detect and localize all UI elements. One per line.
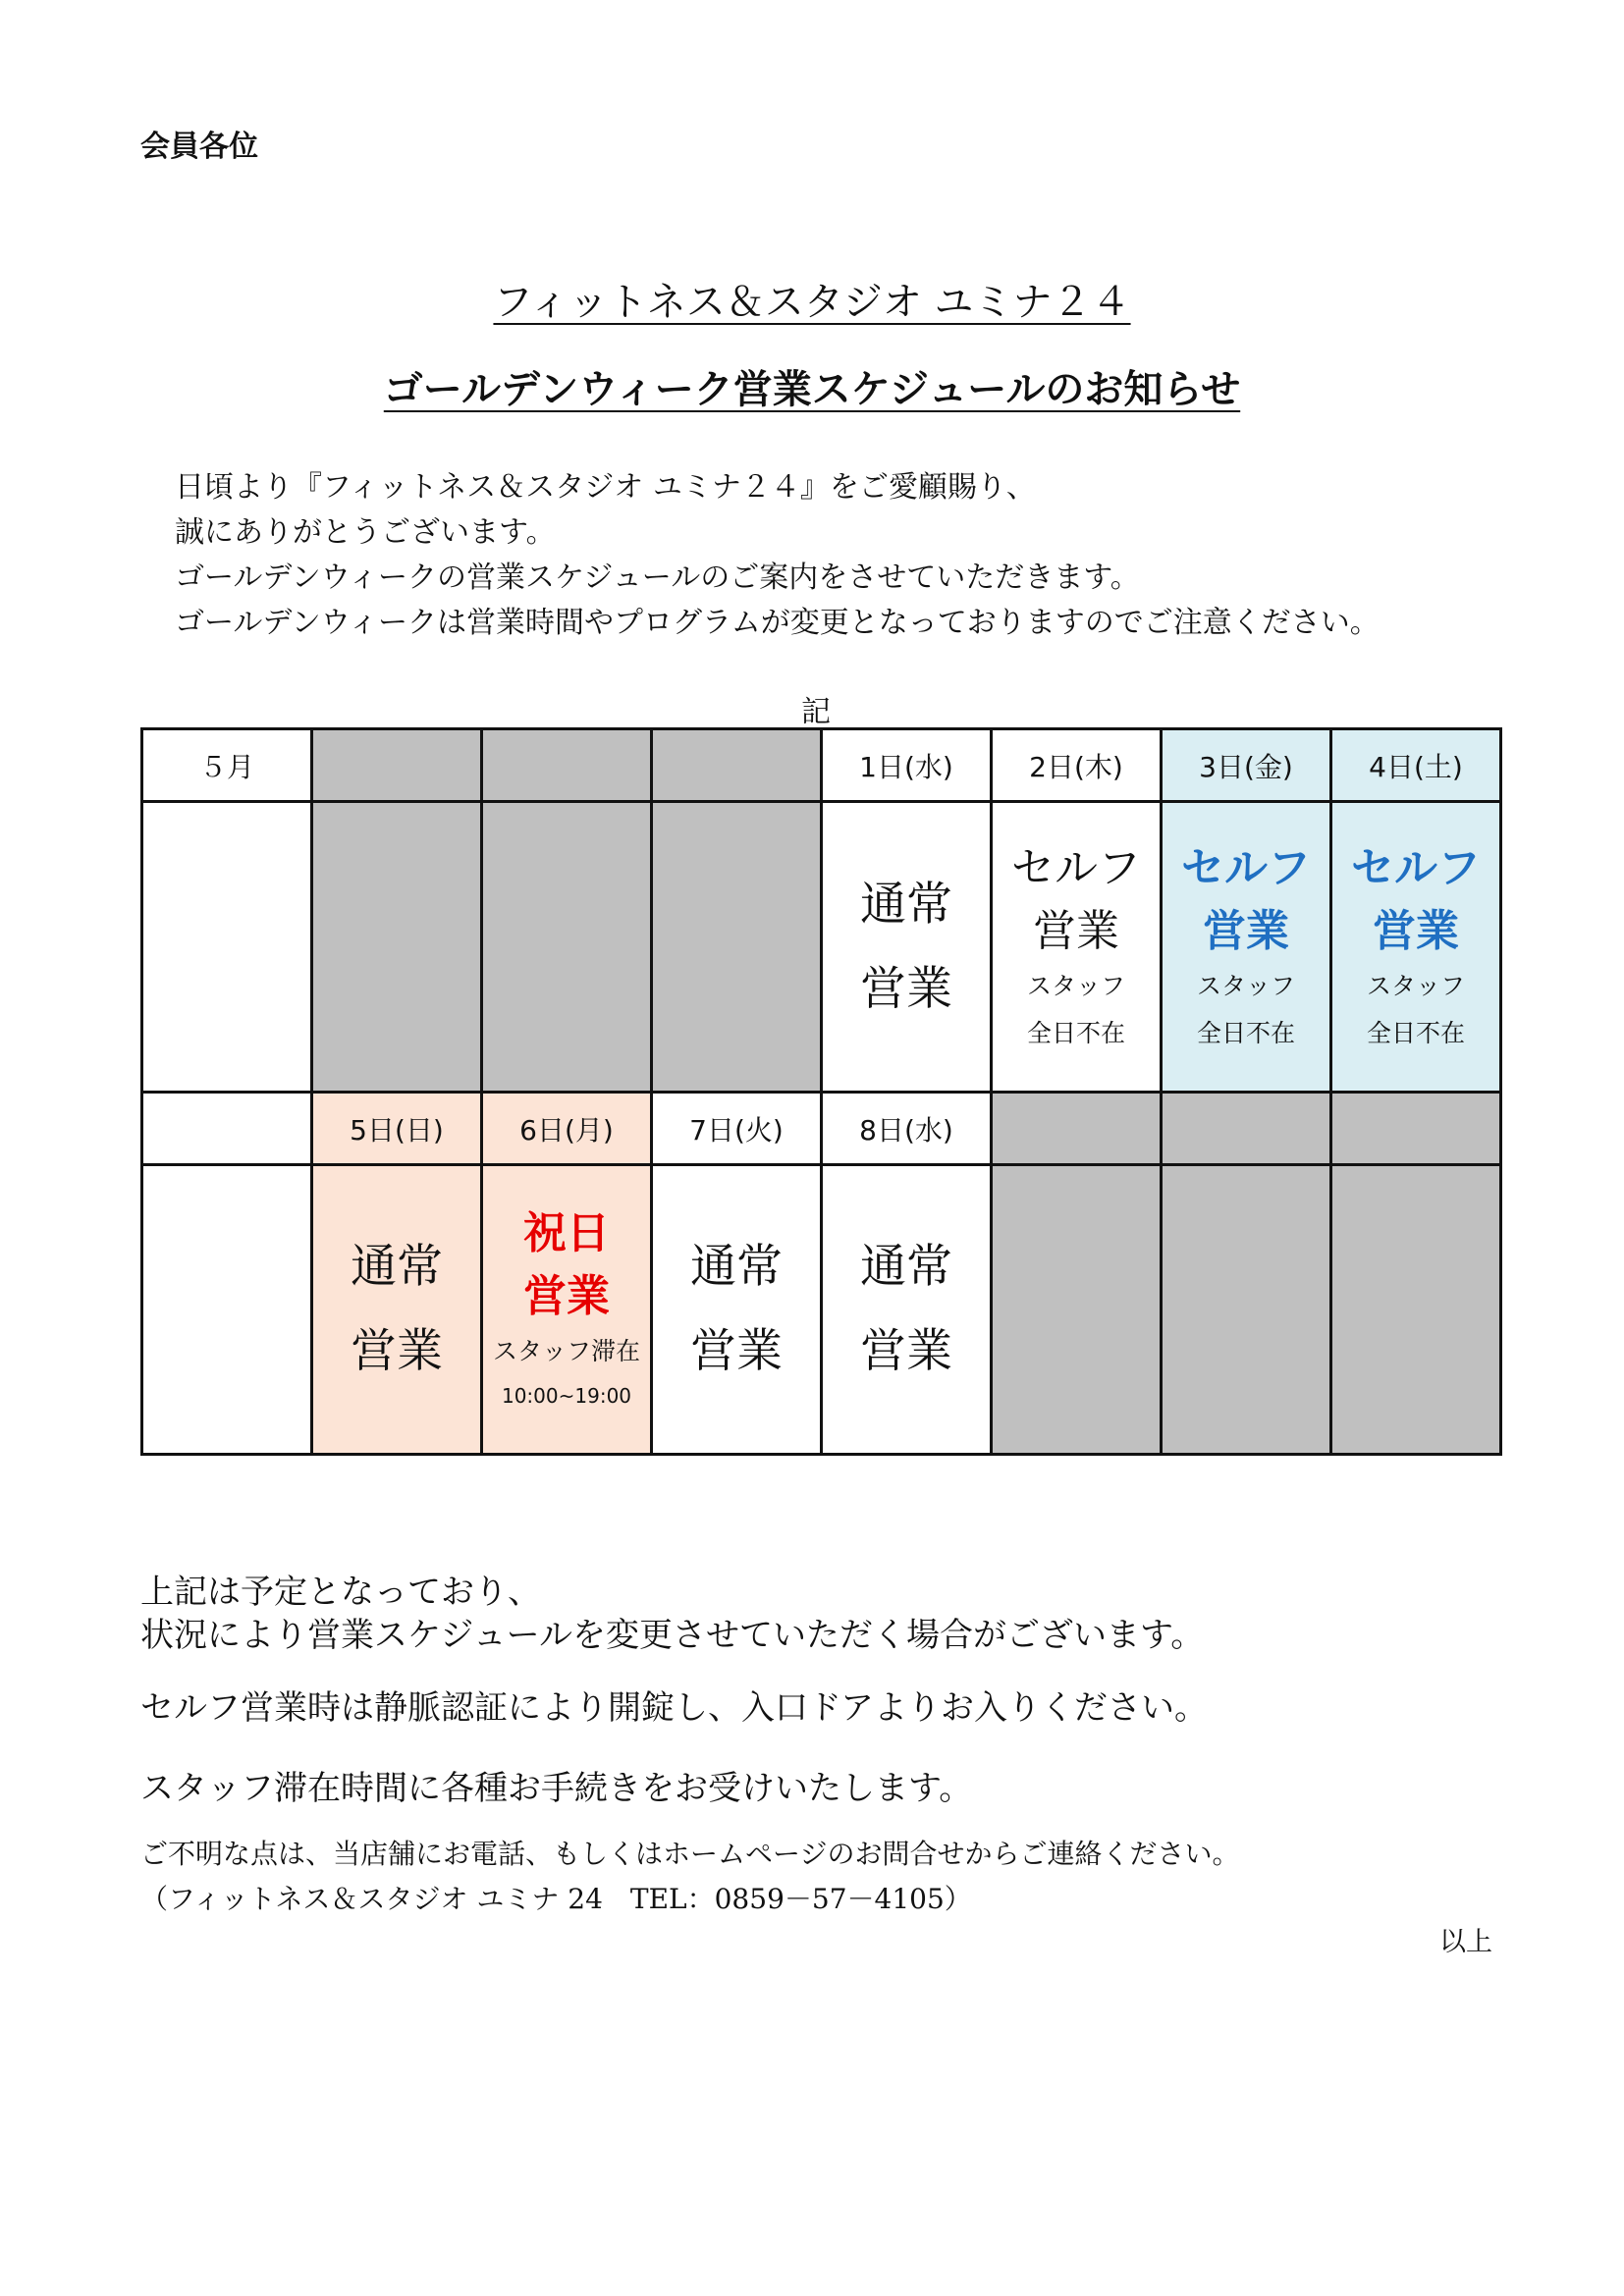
week2-header-row — [142, 1093, 1501, 1165]
date-cell-5: 5日(日) — [312, 1093, 482, 1165]
notice-title-text: ゴールデンウィーク営業スケジュールのお知らせ — [383, 366, 1241, 412]
staff-note: スタッフ — [1196, 971, 1295, 1000]
contact-line: ご不明な点は、当店舗にお電話、もしくはホームページのお問合せからご連絡ください。 — [140, 1838, 1240, 1870]
staff-note: スタッフ — [1366, 971, 1465, 1000]
blank-cell — [312, 729, 482, 802]
blank-cell — [1331, 1093, 1501, 1165]
ki-mark: 記 — [801, 695, 831, 729]
status-line: 通常 — [351, 1240, 443, 1294]
store-title — [0, 271, 1624, 327]
intro-line: ゴールデンウィークは営業時間やプログラムが変更となっておりますのでご注意ください。 — [175, 606, 1380, 640]
day-2-status — [992, 802, 1162, 1093]
note-staff-procedures: スタッフ滞在時間に各種お手続きをお受けいたします。 — [140, 1769, 973, 1808]
blank-cell — [992, 1093, 1162, 1165]
status-line: セルフ — [1181, 842, 1311, 893]
empty-cell — [142, 802, 312, 1093]
status-line: 営業 — [523, 1271, 610, 1321]
date-cell-8: 8日(水) — [822, 1093, 992, 1165]
empty-cell — [142, 1165, 312, 1455]
status-line: 通常 — [860, 1240, 952, 1294]
contact-phone-line: （フィットネス＆スタジオ ユミナ 24 TEL：0859－57－4105） — [140, 1883, 972, 1915]
staff-note: 全日不在 — [1026, 1018, 1125, 1047]
week1-header-row — [142, 729, 1501, 802]
blank-cell — [482, 802, 652, 1093]
intro-line: 日頃より『フィットネス＆スタジオ ユミナ２４』をご愛顧賜り、 — [175, 470, 1036, 505]
staff-note: スタッフ滞在 — [492, 1337, 640, 1365]
day-1-status — [822, 802, 992, 1093]
blank-cell — [652, 729, 822, 802]
closing-mark: 以上 — [1439, 1927, 1492, 1957]
intro-line: ゴールデンウィークの営業スケジュールのご案内をさせていただきます。 — [175, 561, 1140, 595]
status-line: 営業 — [1203, 905, 1289, 956]
note-line: 上記は予定となっており、 — [140, 1573, 541, 1612]
status-line: 通常 — [690, 1240, 783, 1294]
date-cell-1: 1日(水) — [822, 729, 992, 802]
day-4-status — [1331, 802, 1501, 1093]
blank-cell — [1162, 1165, 1331, 1455]
date-cell-7: 7日(火) — [652, 1093, 822, 1165]
month-cell: ５月 — [142, 729, 312, 802]
store-title-text: フィットネス＆スタジオ ユミナ２４ — [493, 280, 1131, 325]
blank-cell — [1331, 1165, 1501, 1455]
day-7-status — [652, 1165, 822, 1455]
day-3-status — [1162, 802, 1331, 1093]
status-line: 営業 — [860, 961, 952, 1016]
staff-hours: 10:00~19:00 — [501, 1384, 632, 1408]
intro-paragraph — [175, 465, 1380, 646]
status-line: 営業 — [1033, 905, 1119, 956]
date-cell-6: 6日(月) — [482, 1093, 652, 1165]
status-line: 通常 — [860, 877, 952, 932]
blank-cell — [482, 729, 652, 802]
status-line: セルフ — [1011, 842, 1141, 893]
staff-note: 全日不在 — [1196, 1018, 1295, 1047]
staff-note: スタッフ — [1026, 971, 1125, 1000]
day-6-status — [482, 1165, 652, 1455]
intro-line: 誠にありがとうございます。 — [175, 515, 556, 550]
recipients-label: 会員各位 — [140, 130, 258, 164]
status-line: 営業 — [351, 1324, 443, 1378]
date-cell-2: 2日(木) — [992, 729, 1162, 802]
schedule-table — [140, 727, 1502, 1456]
status-line: セルフ — [1351, 842, 1481, 893]
status-line: 営業 — [690, 1324, 783, 1378]
staff-note: 全日不在 — [1366, 1018, 1465, 1047]
week2-body-row — [142, 1165, 1501, 1455]
contact-info — [140, 1832, 1239, 1922]
notice-title — [0, 358, 1624, 414]
empty-cell — [142, 1093, 312, 1165]
date-cell-3: 3日(金) — [1162, 729, 1331, 802]
date-cell-4: 4日(土) — [1331, 729, 1501, 802]
note-self-entry: セルフ営業時は静脈認証により開錠し、入口ドアよりお入りください。 — [140, 1688, 1208, 1728]
blank-cell — [1162, 1093, 1331, 1165]
note-line: 状況により営業スケジュールを変更させていただく場合がございます。 — [140, 1616, 1205, 1655]
blank-cell — [652, 802, 822, 1093]
week1-body-row — [142, 802, 1501, 1093]
day-8-status — [822, 1165, 992, 1455]
status-line: 営業 — [1373, 905, 1459, 956]
day-5-status — [312, 1165, 482, 1455]
status-line: 営業 — [860, 1324, 952, 1378]
blank-cell — [992, 1165, 1162, 1455]
status-line: 祝日 — [523, 1208, 610, 1258]
note-schedule-change — [140, 1571, 1204, 1657]
blank-cell — [312, 802, 482, 1093]
